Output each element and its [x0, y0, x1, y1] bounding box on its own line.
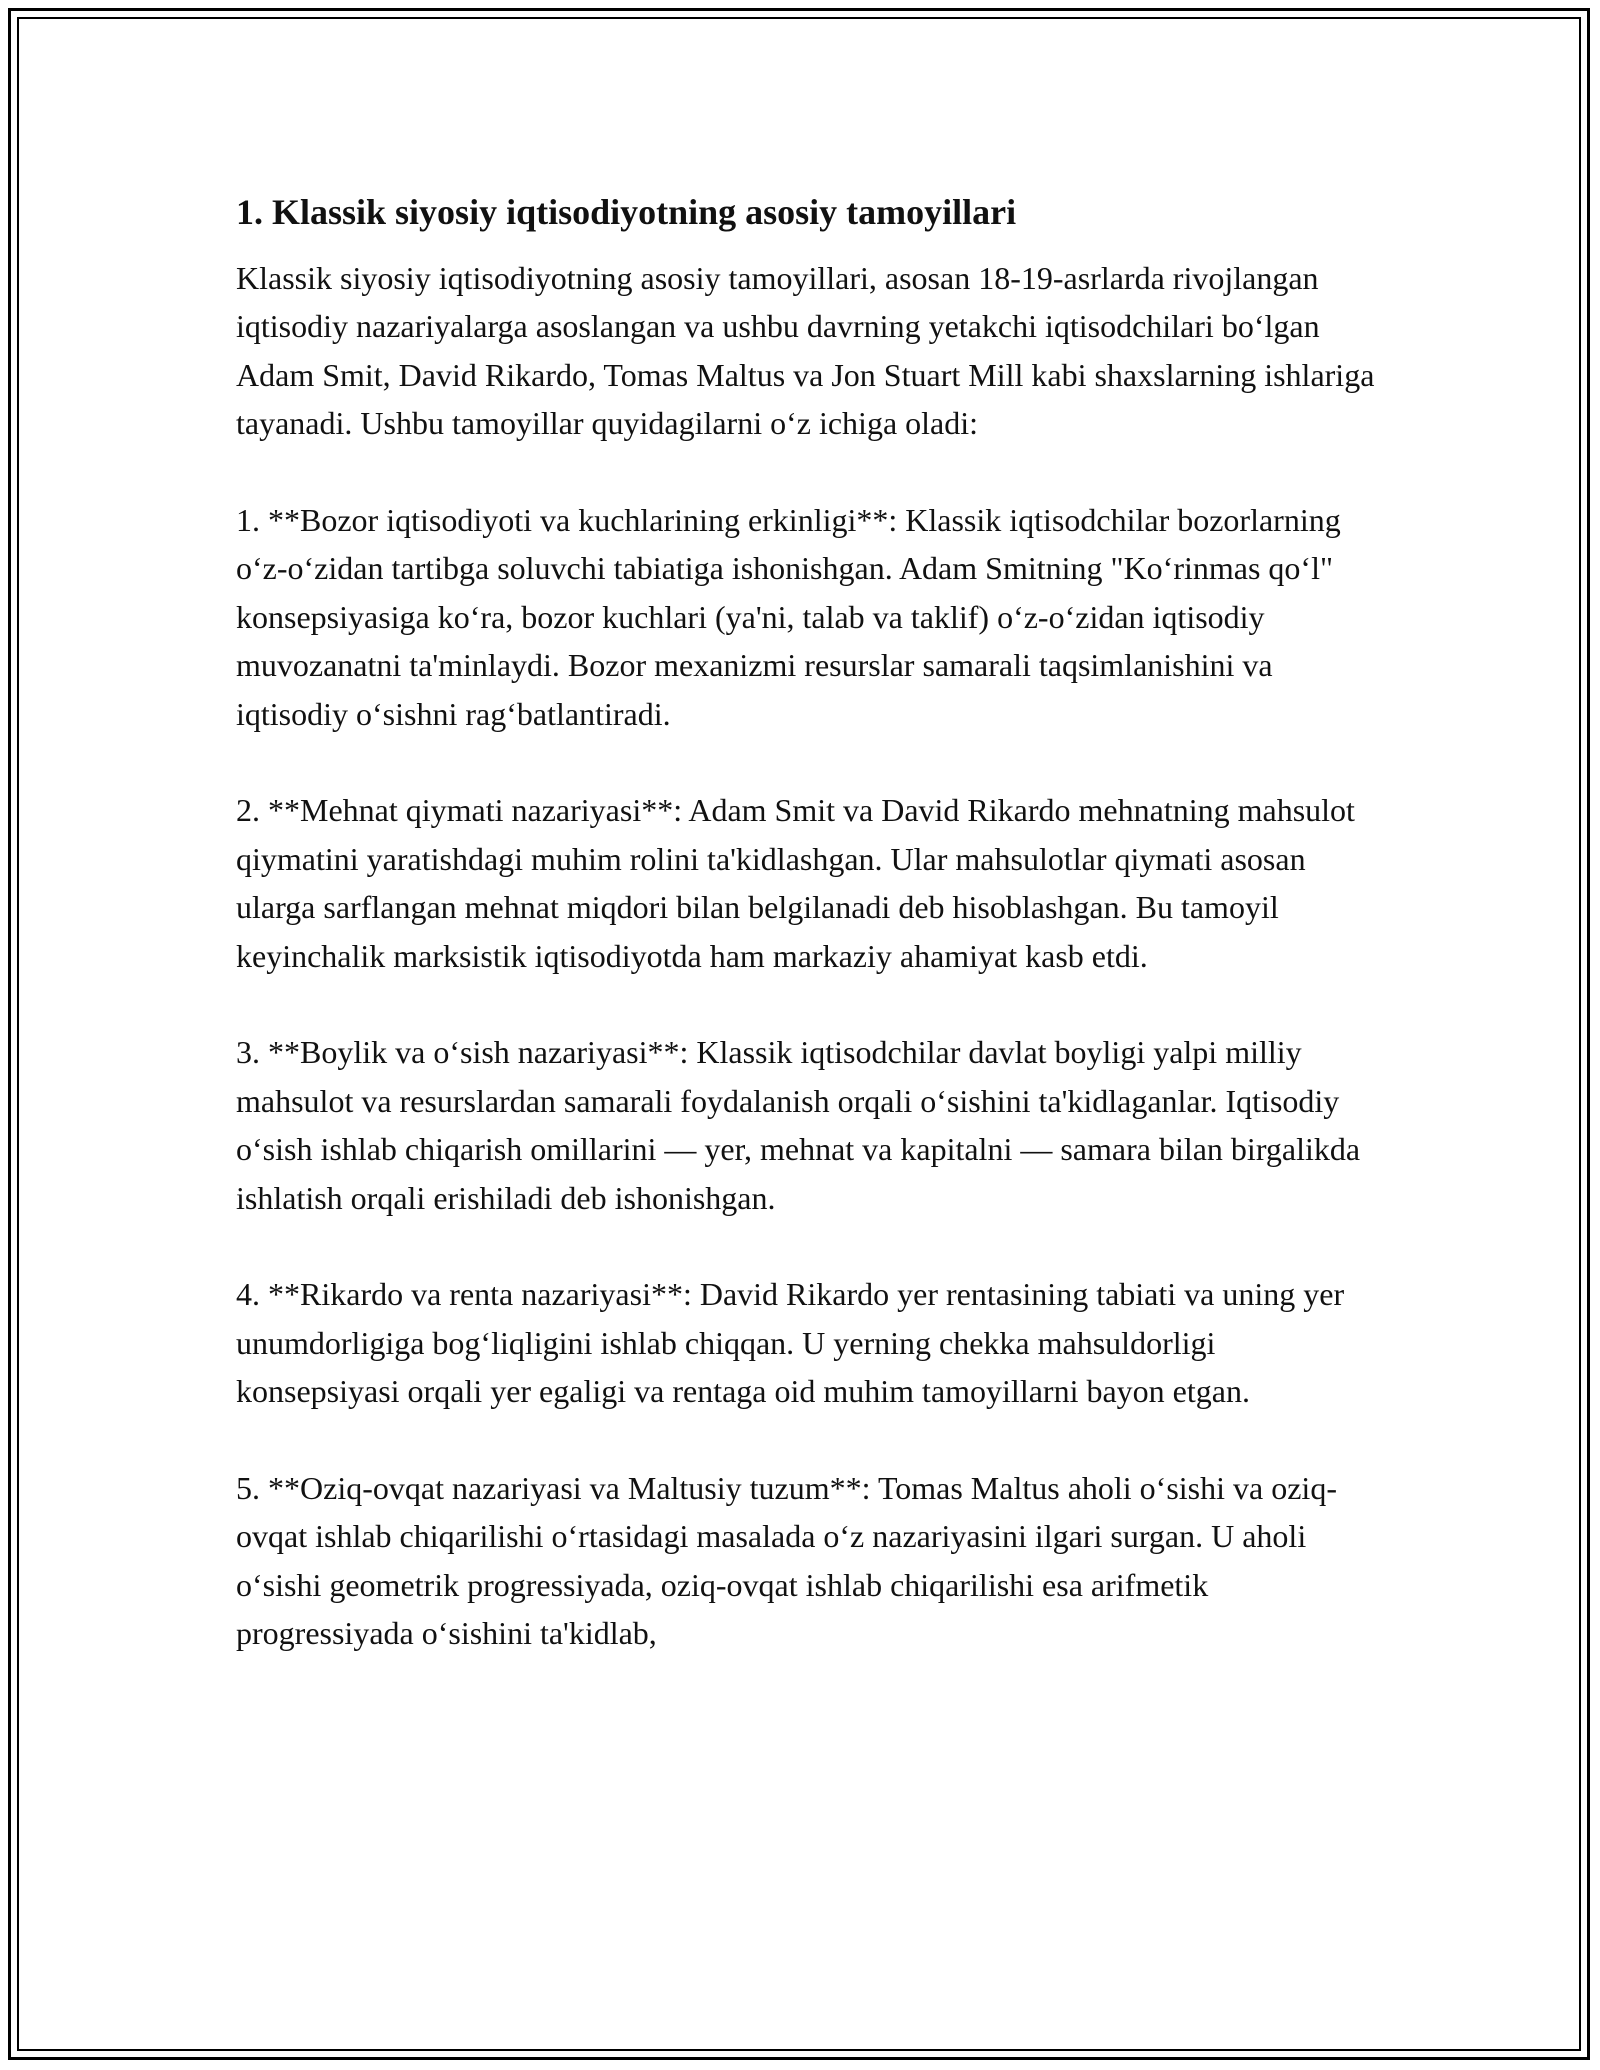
section-heading: 1. Klassik siyosiy iqtisodiyotning asosiy tamoyillari	[236, 192, 1017, 232]
list-item-2: 2. **Mehnat qiymati nazariyasi**: Adam Smit va David Rikardo mehnatning mahsulot qiymatini yaratishdagi muhim rolini ta'kidlashgan. Ular mahsulotlar qiymati asosan ularga sarflangan mehnat miqdori bilan belgilanadi deb hisoblashgan. Bu tamoyil keyinchalik marksistik iqtisodiyotda ham markaziy ahamiyat kasb etdi.	[236, 792, 1355, 974]
intro-paragraph: Klassik siyosiy iqtisodiyotning asosiy tamoyillari, asosan 18-19-asrlarda rivojlangan iqtisodiy nazariyalarga asoslangan va ushbu davrning yetakchi iqtisodchilari bo‘lgan Adam Smit, David Rikardo, Tomas Maltus va Jon Stuart Mill kabi shaxslarning ishlariga tayanadi. Ushbu tamoyillar quyidagilarni o‘z ichiga oladi:	[236, 260, 1375, 442]
document-body	[236, 186, 1376, 1658]
list-item-5: 5. **Oziq-ovqat nazariyasi va Maltusiy tuzum**: Tomas Maltus aholi o‘sishi va oziq-ovqat ishlab chiqarilishi o‘rtasidagi masalada o‘z nazariyasini ilgari surgan. U aholi o‘sishi geometrik progressiyada, oziq-ovqat ishlab chiqarilishi esa arifmetik progressiyada o‘sishini ta'kidlab,	[236, 1470, 1337, 1652]
list-item-4: 4. **Rikardo va renta nazariyasi**: David Rikardo yer rentasining tabiati va uning yer unumdorligiga bog‘liqligini ishlab chiqqan. U yerning chekka mahsuldorligi konsepsiyasi orqali yer egaligi va rentaga oid muhim tamoyillarni bayon etgan.	[236, 1276, 1345, 1410]
list-item-1: 1. **Bozor iqtisodiyoti va kuchlarining erkinligi**: Klassik iqtisodchilar bozorlarning o‘z-o‘zidan tartibga soluvchi tabiatiga ishonishgan. Adam Smitning "Ko‘rinmas qo‘l" konsepsiyasiga ko‘ra, bozor kuchlari (ya'ni, talab va taklif) o‘z-o‘zidan iqtisodiy muvozanatni ta'minlaydi. Bozor mexanizmi resurslar samarali taqsimlanishini va iqtisodiy o‘sishni rag‘batlantiradi.	[236, 502, 1341, 732]
list-item-3: 3. **Boylik va o‘sish nazariyasi**: Klassik iqtisodchilar davlat boyligi yalpi milliy mahsulot va resurslardan samarali foydalanish orqali o‘sishini ta'kidlaganlar. Iqtisodiy o‘sish ishlab chiqarish omillarini — yer, mehnat va kapitalni — samara bilan birgalikda ishlatish orqali erishiladi deb ishonishgan.	[236, 1034, 1361, 1216]
